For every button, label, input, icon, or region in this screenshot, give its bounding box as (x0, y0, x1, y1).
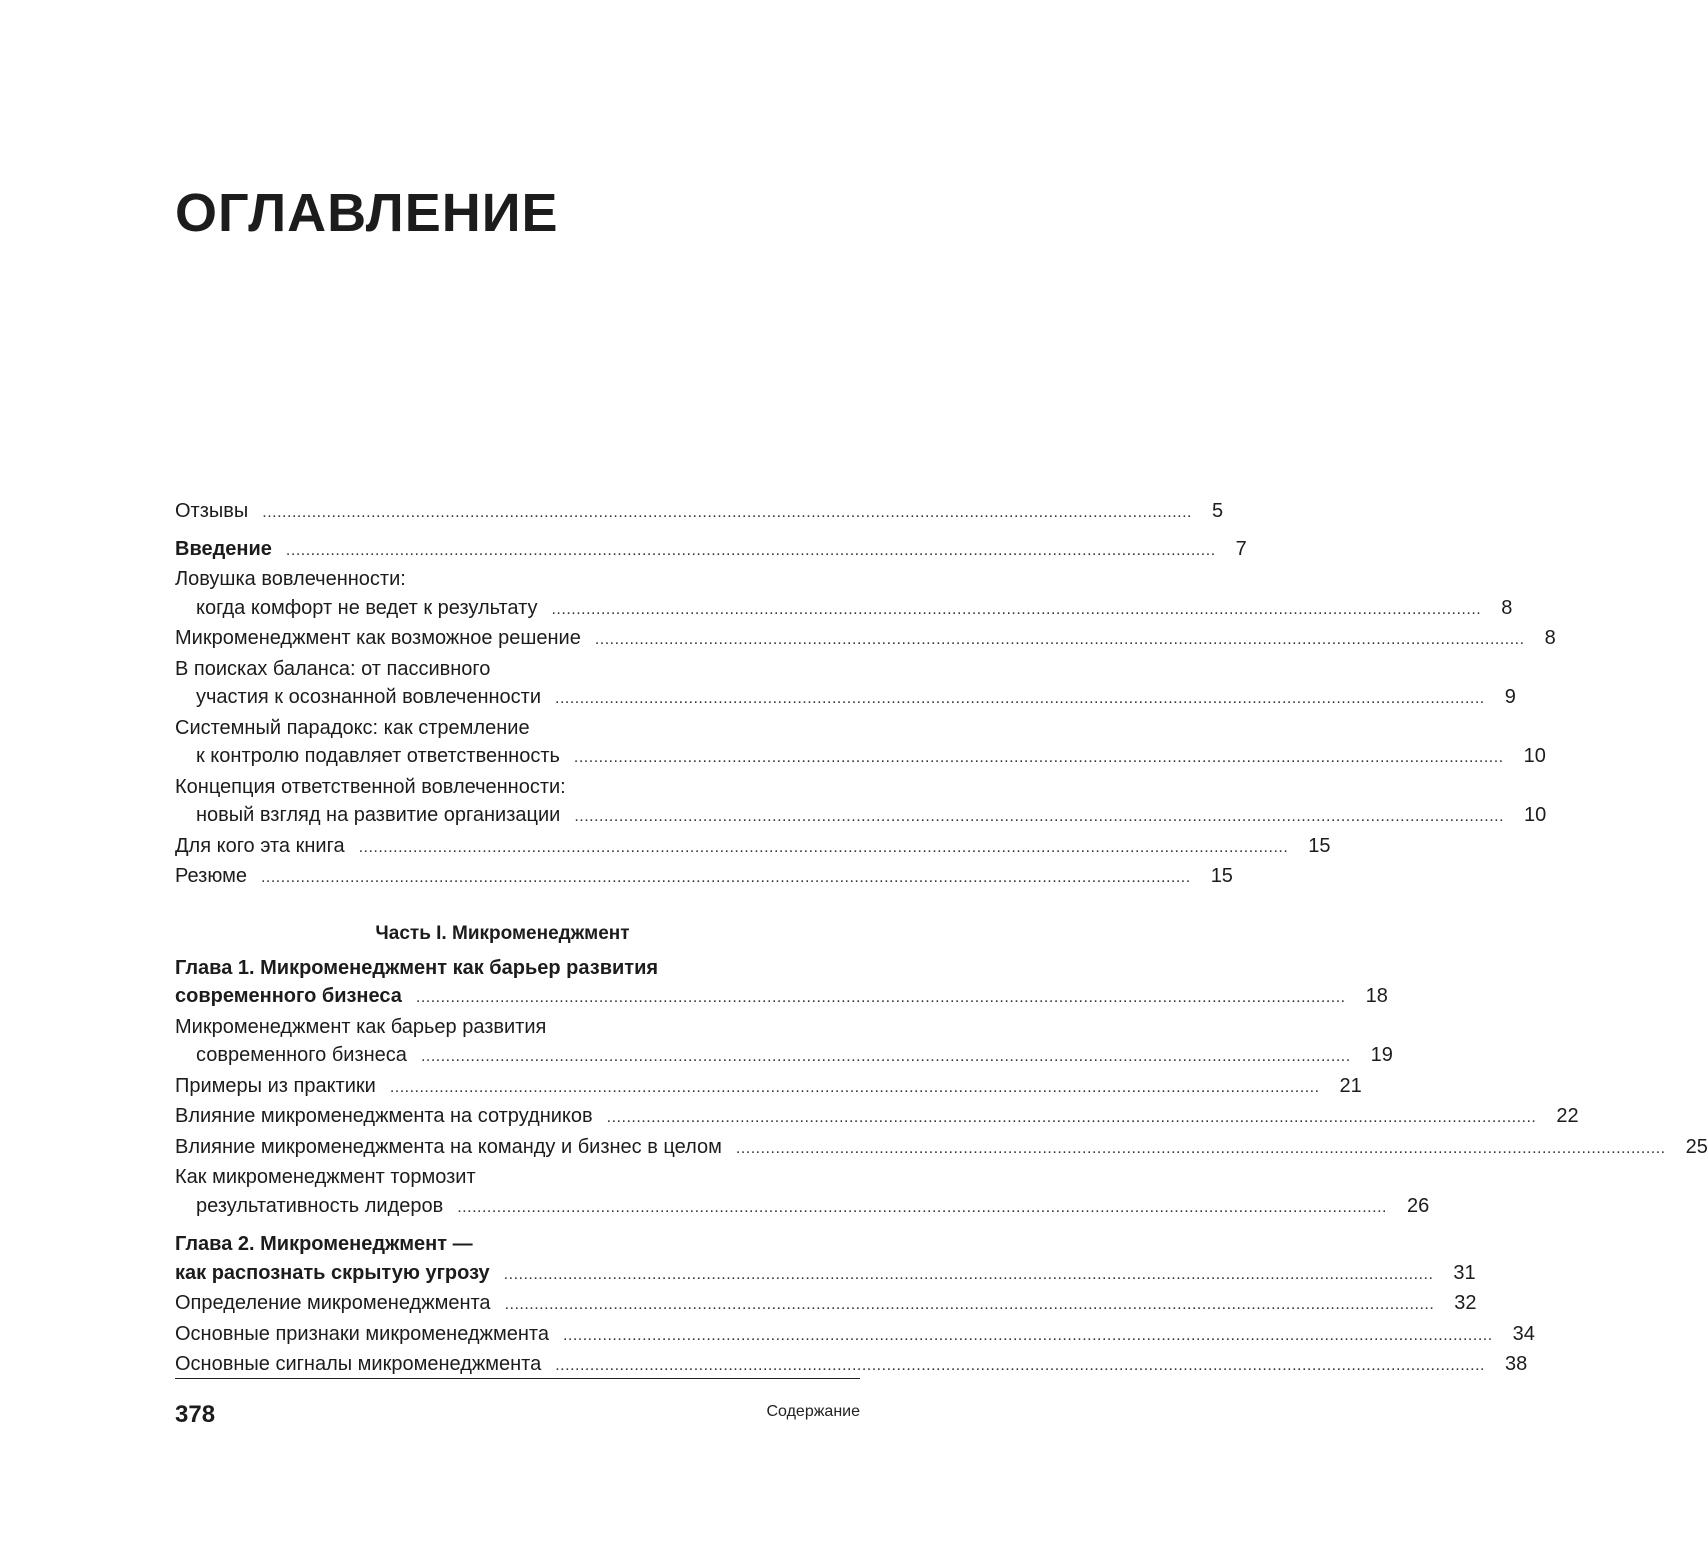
toc-page-number: 25 (1685, 1135, 1708, 1158)
dot-leader: ............................................................................................................................................................................................ (555, 1357, 1485, 1374)
running-head: Содержание (766, 1403, 860, 1420)
toc-entry-c1-team[interactable] (175, 1133, 1708, 1164)
toc-page-number: 15 (1210, 865, 1233, 887)
dot-leader: ............................................................................................................................................................................................ (574, 808, 1505, 825)
toc-page-number: 38 (1504, 1353, 1528, 1375)
toc-page-number: 32 (1454, 1292, 1477, 1314)
toc-page-number: 19 (1370, 1044, 1393, 1066)
page-title: ОГЛАВЛЕНИЕ (175, 183, 559, 243)
toc-entry-trap[interactable] (175, 565, 1513, 624)
dot-leader: ............................................................................................................................................................................................ (260, 869, 1191, 886)
toc-page-number: 8 (1544, 627, 1556, 649)
part-heading: Часть I. Микроменеджмент (375, 922, 630, 944)
chapter-title-line1: Глава 2. Микроменеджмент — (175, 1233, 473, 1255)
toc-entry-title-line2: результативность лидеров (196, 1194, 444, 1217)
toc-entry-paradox[interactable] (175, 714, 1546, 773)
dot-leader: ............................................................................................................................................................................................ (503, 1265, 1434, 1283)
dot-leader: ............................................................................................................................................................................................ (420, 1048, 1351, 1065)
toc-entry-micro-solution[interactable] (175, 624, 1556, 655)
dot-leader: ............................................................................................................................................................................................ (551, 600, 1482, 618)
toc-page-number: 26 (1406, 1194, 1430, 1217)
page-number: 378 (175, 1401, 216, 1428)
dot-leader: ............................................................................................................................................................................................ (262, 504, 1192, 521)
toc-entry-title: Для кого эта книга (175, 834, 345, 857)
toc-entry-title-line1: Микроменеджмент как барьер развития (175, 1015, 547, 1038)
toc-entry-c2-signals[interactable] (175, 1350, 1528, 1381)
dot-leader: ............................................................................................................................................................................................ (504, 1296, 1435, 1313)
toc-page-number: 7 (1235, 537, 1247, 560)
toc-entry-title-line2: современного бизнеса (196, 1044, 407, 1066)
toc-page-number: 5 (1211, 500, 1224, 522)
toc-entry-title: Отзывы (175, 500, 249, 522)
dot-leader: ............................................................................................................................................................................................ (735, 1139, 1666, 1157)
toc-entry-title: Влияние микроменеджмента на сотрудников (175, 1105, 593, 1127)
toc-entry-title: Влияние микроменеджмента на команду и бизнес в целом (175, 1135, 722, 1158)
dot-leader: ............................................................................................................................................................................................ (562, 1326, 1493, 1344)
dot-leader: ............................................................................................................................................................................................ (555, 690, 1485, 707)
toc-entry-title-line1: Как микроменеджмент тормозит (175, 1166, 476, 1188)
toc-entry-c1-leaders[interactable] (175, 1163, 1430, 1222)
chapter-title-line2: как распознать скрытую угрозу (175, 1261, 490, 1284)
toc-page-number: 22 (1556, 1105, 1579, 1127)
toc-page-number: 8 (1501, 596, 1513, 619)
footer-divider (175, 1378, 860, 1379)
toc-page-number: 31 (1453, 1261, 1476, 1284)
toc-page-number: 10 (1524, 804, 1547, 826)
toc-entry-chapter-2[interactable] (175, 1230, 1476, 1289)
toc-entry-intro[interactable] (175, 535, 1247, 566)
toc-entry-c1-examples[interactable] (175, 1072, 1362, 1103)
toc-entry-c2-definition[interactable] (175, 1289, 1477, 1320)
table-of-contents (175, 497, 1708, 1381)
toc-page-number: 21 (1339, 1074, 1362, 1097)
toc-entry-title-line2: новый взгляд на развитие организации (196, 804, 561, 826)
toc-entry-title: Микроменеджмент как возможное решение (175, 627, 581, 649)
dot-leader: ............................................................................................................................................................................................ (415, 989, 1346, 1006)
toc-entry-balance[interactable] (175, 655, 1516, 714)
toc-entry-title-line2: когда комфорт не ведет к результату (196, 596, 538, 619)
dot-leader: ............................................................................................................................................................................................ (457, 1198, 1387, 1216)
toc-entry-c1-employees[interactable] (175, 1102, 1579, 1133)
toc-page-number: 18 (1365, 985, 1388, 1007)
chapter-title-line2: современного бизнеса (175, 985, 402, 1007)
chapter-title-line1: Глава 1. Микроменеджмент как барьер развития (175, 956, 659, 979)
toc-entry-title: Примеры из практики (175, 1074, 376, 1097)
dot-leader: ............................................................................................................................................................................................ (389, 1078, 1320, 1096)
dot-leader: ............................................................................................................................................................................................ (573, 749, 1504, 766)
toc-entry-reviews[interactable] (175, 497, 1224, 528)
dot-leader: ............................................................................................................................................................................................ (606, 1109, 1537, 1126)
toc-entry-title-line1: Ловушка вовлеченности: (175, 568, 406, 590)
toc-entry-chapter-1[interactable] (175, 954, 1388, 1013)
toc-entry-c2-signs[interactable] (175, 1320, 1535, 1351)
toc-entry-concept[interactable] (175, 773, 1547, 832)
toc-entry-audience[interactable] (175, 832, 1331, 863)
toc-entry-title-line2: участия к осознанной вовлеченности (196, 686, 541, 708)
toc-entry-summary[interactable] (175, 862, 1233, 893)
toc-entry-c1-barrier[interactable] (175, 1013, 1393, 1072)
dot-leader: ............................................................................................................................................................................................ (285, 541, 1216, 559)
toc-entry-title: Определение микроменеджмента (175, 1292, 491, 1314)
toc-entry-title: Введение (175, 537, 272, 560)
toc-entry-title-line1: Системный парадокс: как стремление (175, 716, 530, 739)
toc-entry-title: Основные признаки микроменеджмента (175, 1322, 549, 1345)
toc-entry-title-line1: В поисках баланса: от пассивного (175, 657, 491, 680)
toc-page-number: 15 (1308, 834, 1331, 857)
toc-page-number: 9 (1504, 686, 1516, 708)
toc-entry-title-line1: Концепция ответственной вовлеченности: (175, 775, 566, 798)
dot-leader: ............................................................................................................................................................................................ (594, 631, 1525, 648)
toc-page-number: 34 (1512, 1322, 1535, 1345)
toc-entry-title-line2: к контролю подавляет ответственность (196, 745, 560, 767)
toc-page-number: 10 (1523, 745, 1546, 767)
toc-entry-title: Основные сигналы микроменеджмента (175, 1353, 542, 1375)
toc-entry-title: Резюме (175, 865, 247, 887)
dot-leader: ............................................................................................................................................................................................ (358, 838, 1289, 856)
